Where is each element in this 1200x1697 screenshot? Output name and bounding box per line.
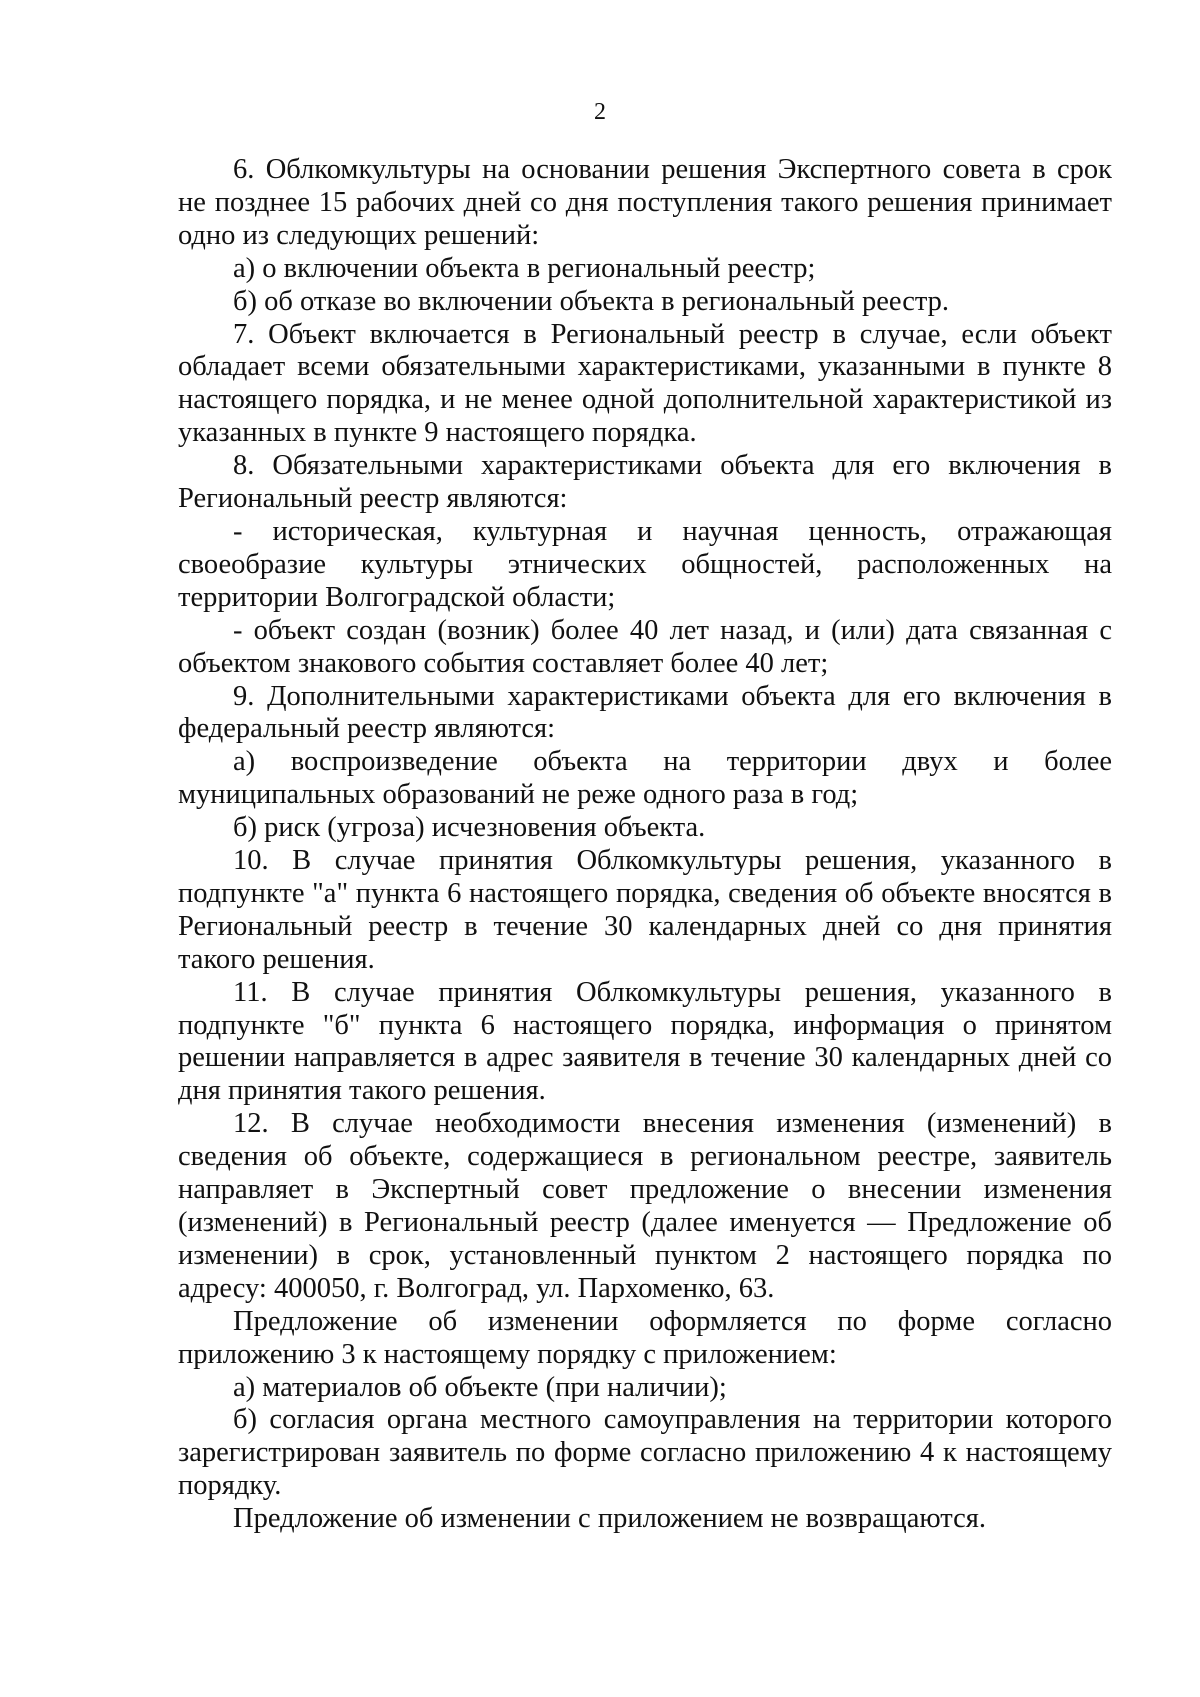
paragraph-12a: а) материалов об объекте (при наличии); xyxy=(233,1371,727,1403)
paragraph-6a: а) о включении объекта в региональный реестр; xyxy=(233,252,816,284)
paragraph-12: 12. В случае необходимости внесения изменения (изменений) в сведения об объекте, содержащиеся в региональном реестре, заявитель направляет в Экспертный совет предложение о внесении изменения (изменений) в Региональный реестр (далее именуется — Предложение об изменении) в срок, установленный пунктом 2 настоящего порядка по адресу: 400050, г. Волгоград, ул. Пархоменко, 63. xyxy=(178,1108,1112,1304)
paragraph-9b: б) риск (угроза) исчезновения объекта. xyxy=(233,812,706,844)
paragraph-8: 8. Обязательными характеристиками объекта для его включения в Региональный реестр являются: xyxy=(178,450,1112,515)
paragraph-12b: б) согласия органа местного самоуправления на территории которого зарегистрирован заявитель по форме согласно приложению 4 к настоящему порядку. xyxy=(178,1404,1112,1502)
paragraph-8-item-1: - историческая, культурная и научная ценность, отражающая своеобразие культуры этнических общностей, расположенных на территории Волгоградской области; xyxy=(178,515,1112,613)
paragraph-9: 9. Дополнительными характеристиками объекта для его включения в федеральный реестр являются: xyxy=(178,680,1112,745)
paragraph-11: 11. В случае принятия Облкомкультуры решения, указанного в подпункте "б" пункта 6 настоящего порядка, информация о принятом решении направляется в адрес заявителя в течение 30 календарных дней со дня принятия такого решения. xyxy=(178,976,1112,1107)
paragraph-7: 7. Объект включается в Региональный реестр в случае, если объект обладает всеми обязательными характеристиками, указанными в пункте 8 настоящего порядка, и не менее одной дополнительной характеристикой из указанных в пункте 9 настоящего порядка. xyxy=(178,318,1112,449)
paragraph-6: 6. Облкомкультуры на основании решения Экспертного совета в срок не позднее 15 рабочих дней со дня поступления такого решения принимает одно из следующих решений: xyxy=(178,154,1112,251)
page-number: 2 xyxy=(594,99,606,125)
paragraph-6b: б) об отказе во включении объекта в региональный реестр. xyxy=(233,285,950,317)
paragraph-9a: а) воспроизведение объекта на территории двух и более муниципальных образований не реже одного раза в год; xyxy=(178,746,1112,811)
paragraph-8-item-2: - объект создан (возник) более 40 лет назад, и (или) дата связанная с объектом знакового события составляет более 40 лет; xyxy=(178,614,1112,679)
paragraph-12-form: Предложение об изменении оформляется по форме согласно приложению 3 к настоящему порядку с приложением: xyxy=(178,1305,1112,1370)
paragraph-10: 10. В случае принятия Облкомкультуры решения, указанного в подпункте "а" пункта 6 настоящего порядка, сведения об объекте вносятся в Региональный реестр в течение 30 календарных дней со дня принятия такого решения. xyxy=(178,845,1112,975)
paragraph-12-closing: Предложение об изменении с приложением не возвращаются. xyxy=(233,1503,986,1535)
document-body xyxy=(178,154,1112,1536)
